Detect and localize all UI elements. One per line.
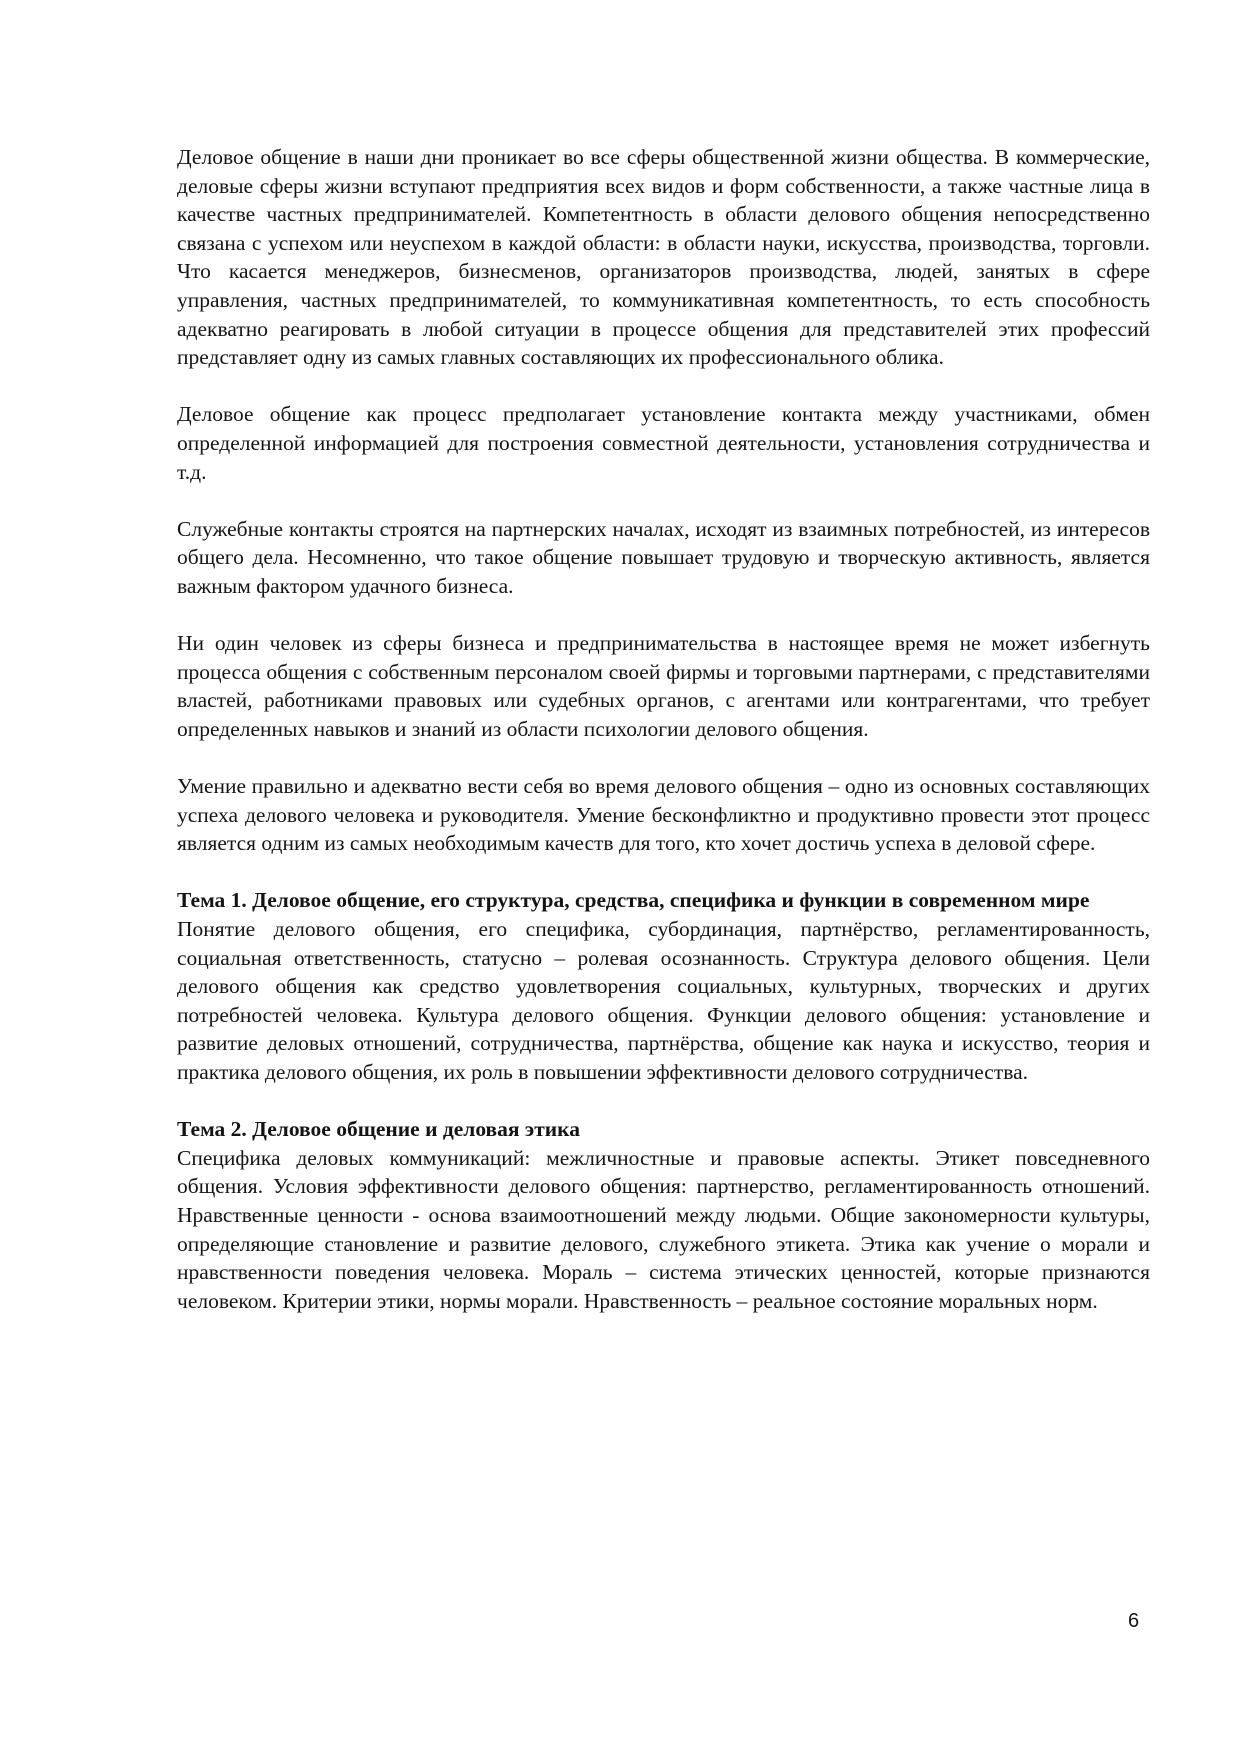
topic-2-heading: Тема 2. Деловое общение и деловая этика bbox=[177, 1117, 580, 1142]
topic-2-body: Специфика деловых коммуникаций: межличностные и правовые аспекты. Этикет повседневного общения. Условия эффективности делового общения: партнерство, регламентированность отношений. Нравственные ценности - основа взаимоотношений между людьми. Общие закономерности культуры, определяющие становление и развитие делового, служебного этикета. Этика как учение о морали и нравственности поведения человека. Мораль – система этических ценностей, которые признаются человеком. Критерии этики, нормы морали. Нравственность – реальное состояние моральных норм. bbox=[177, 1145, 1150, 1313]
document-page bbox=[177, 143, 1150, 1315]
paragraph-contacts: Служебные контакты строятся на партнерских началах, исходят из взаимных потребностей, из интересов общего дела. Несомненно, что такое общение повышает трудовую и творческую активность, является важным фактором удачного бизнеса. bbox=[177, 516, 1150, 598]
paragraph-skill: Умение правильно и адекватно вести себя во время делового общения – одно из основных составляющих успеха делового человека и руководителя. Умение бесконфликтно и продуктивно провести этот процесс является одним из самых необходимым качеств для того, кто хочет достичь успеха в деловой сфере. bbox=[177, 774, 1150, 856]
paragraph-intro: Деловое общение в наши дни проникает во все сферы общественной жизни общества. В коммерческие, деловые сферы жизни вступают предприятия всех видов и форм собственности, а также частные лица в качестве частных предпринимателей. Компетентность в области делового общения непосредственно связана с успехом или неуспехом в каждой области: в области науки, искусства, производства, торговли. Что касается менеджеров, бизнесменов, организаторов производства, людей, занятых в сфере управления, частных предпринимателей, то коммуникативная компетентность, то есть способность адекватно реагировать в любой ситуации в процессе общения для представителей этих профессий представляет одну из самых главных составляющих их профессионального облика. bbox=[177, 145, 1150, 370]
page-number: 6 bbox=[1128, 1610, 1140, 1632]
paragraph-gap bbox=[177, 743, 1150, 772]
paragraph-gap bbox=[177, 858, 1150, 887]
paragraph-gap bbox=[177, 1087, 1150, 1116]
paragraph-gap bbox=[177, 601, 1150, 630]
paragraph-business: Ни один человек из сферы бизнеса и предпринимательства в настоящее время не может избегнуть процесса общения с собственным персоналом своей фирмы и торговыми партнерами, с представителями властей, работниками правовых или судебных органов, с агентами или контрагентами, что требует определенных навыков и знаний из области психологии делового общения. bbox=[177, 631, 1150, 741]
topic-1-body: Понятие делового общения, его специфика, субординация, партнёрство, регламентированность, социальная ответственность, статусно – ролевая осознанность. Структура делового общения. Цели делового общения как средство удовлетворения социальных, культурных, творческих и других потребностей человека. Культура делового общения. Функции делового общения: установление и развитие деловых отношений, сотрудничества, партнёрства, общение как наука и искусство, теория и практика делового общения, их роль в повышении эффективности делового сотрудничества. bbox=[177, 917, 1150, 1084]
paragraph-gap bbox=[177, 486, 1150, 515]
paragraph-gap bbox=[177, 372, 1150, 401]
topic-1-heading: Тема 1. Деловое общение, его структура, средства, специфика и функции в современном мире bbox=[177, 888, 1090, 913]
paragraph-process: Деловое общение как процесс предполагает установление контакта между участниками, обмен определенной информацией для построения совместной деятельности, установления сотрудничества и т.д. bbox=[177, 402, 1150, 484]
